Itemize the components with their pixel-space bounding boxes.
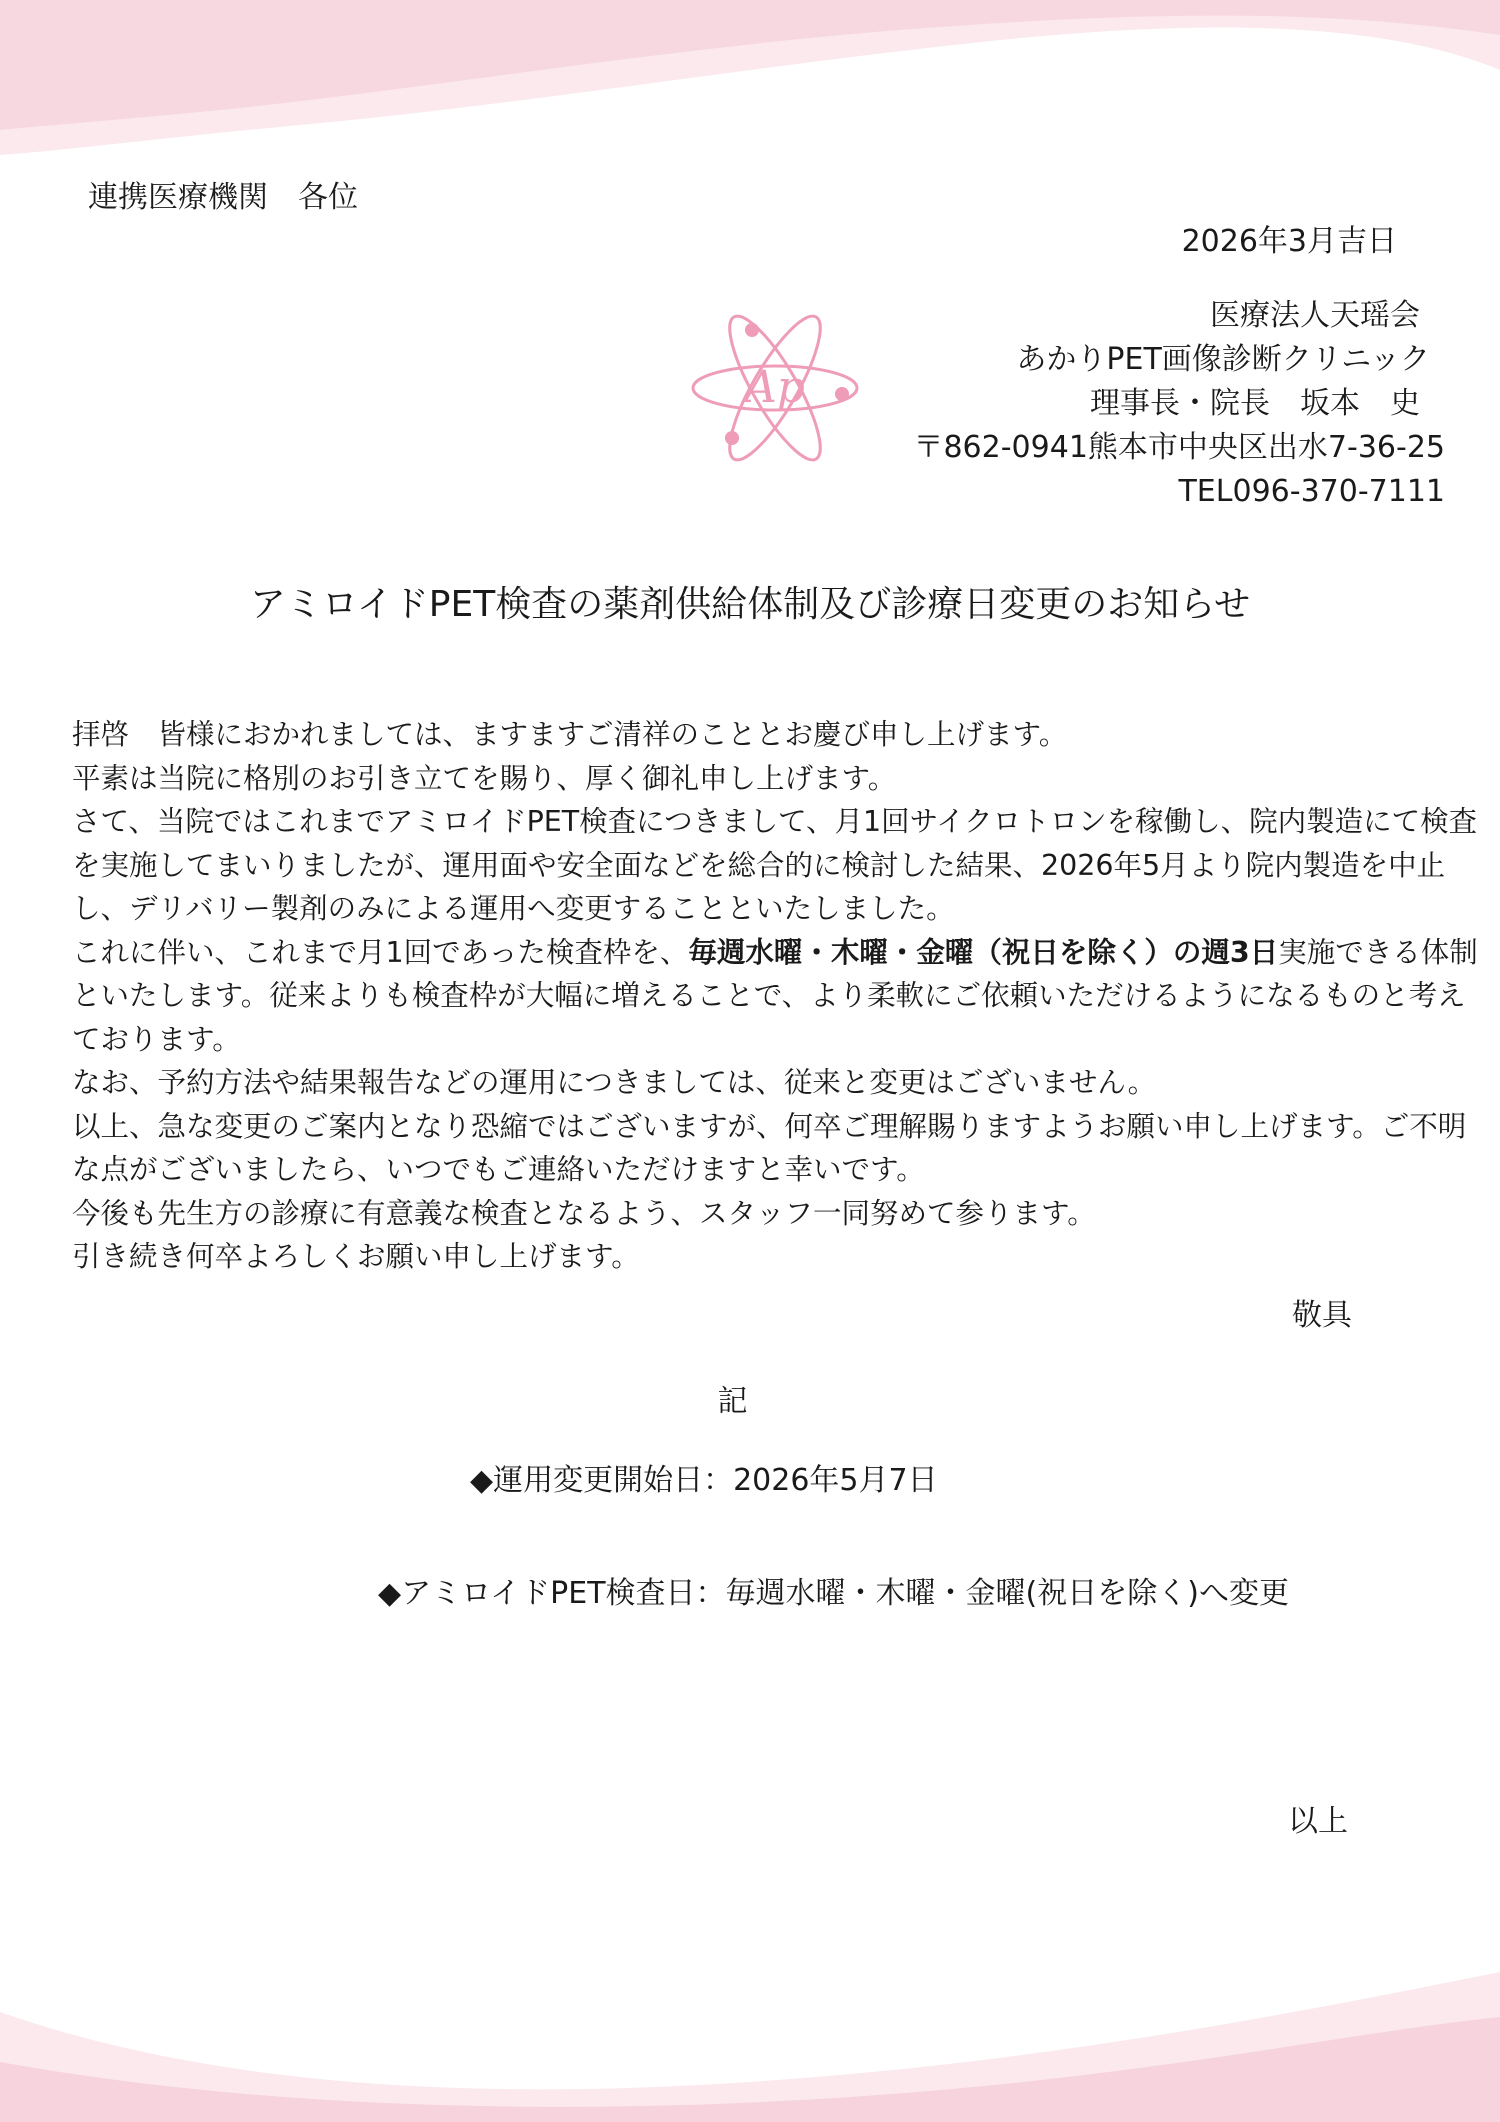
addressee: 連携医療機関 各位 (88, 180, 358, 215)
body-paragraph-schedule (72, 931, 1487, 1062)
closing-keigu: 敬具 (1292, 1298, 1352, 1333)
item-exam-days: ◆アミロイドPET検査日：毎週水曜・木曜・金曜(祝日を除く)へ変更 (378, 1576, 1289, 1611)
letter-body (72, 713, 1487, 1279)
issuer-tel: TEL096-370-7111 (1178, 474, 1445, 509)
issuer-block (913, 294, 1445, 514)
item-change-start-date: ◆運用変更開始日：2026年5月7日 (470, 1463, 938, 1498)
body-paragraph-thanks: 平素は当院に格別のお引き立てを賜り、厚く御礼申し上げます。 (72, 761, 897, 795)
schedule-highlight: 毎週水曜・木曜・金曜（祝日を除く）の週3日 (688, 935, 1279, 969)
schedule-text-before: これに伴い、これまで月1回であった検査枠を、 (72, 935, 689, 969)
body-paragraph-request: 引き続き何卒よろしくお願い申し上げます。 (72, 1240, 640, 1273)
atom-logo-icon (690, 310, 860, 465)
body-paragraph-greeting: 拝啓 皆様におかれましては、ますますご清祥のこととお慶び申し上げます。 (72, 718, 1068, 751)
svg-text:Ap: Ap (745, 362, 805, 413)
body-paragraph-apology: 以上、急な変更のご案内となり恐縮ではございますが、何卒ご理解賜りますようお願い申し上げます。ご不明な点がございましたら、いつでもご連絡いただけますと幸いです。 (72, 1109, 1467, 1186)
body-paragraph-operations: なお、予約方法や結果報告などの運用につきましては、従来と変更はございません。 (72, 1066, 1157, 1099)
bottom-wave-decoration (0, 1932, 1500, 2122)
issuer-corporation: 医療法人天瑶会 (1210, 298, 1420, 333)
top-wave-decoration (0, 0, 1500, 170)
document-date: 2026年3月吉日 (1181, 224, 1397, 259)
end-mark: 以上 (1288, 1804, 1348, 1839)
schedule-text-after: 実施できる体制といたします。従来よりも検査枠が大幅に増えることで、より柔軟にご依頼いただけるようになるものと考えております。 (72, 935, 1478, 1056)
ki-heading: 記 (717, 1384, 748, 1419)
body-paragraph-change: さて、当院ではこれまでアミロイドPET検査につきまして、月1回サイクロトロンを稼働し、院内製造にて検査を実施してまいりましたが、運用面や安全面などを総合的に検討した結果、2026年5月より院内製造を中止し、デリバリー製剤のみによる運用へ変更することといたしました。 (72, 805, 1478, 925)
issuer-address: 〒862-0941熊本市中央区出水7-36-25 (913, 430, 1445, 465)
document-title: アミロイドPET検査の薬剤供給体制及び診療日変更のお知らせ (249, 584, 1251, 625)
body-paragraph-commitment: 今後も先生方の診療に有意義な検査となるよう、スタッフ一同努めて参ります。 (72, 1196, 1096, 1230)
issuer-director: 理事長・院長 坂本 史 (1090, 386, 1420, 421)
issuer-clinic: あかりPET画像診断クリニック (1016, 342, 1430, 377)
